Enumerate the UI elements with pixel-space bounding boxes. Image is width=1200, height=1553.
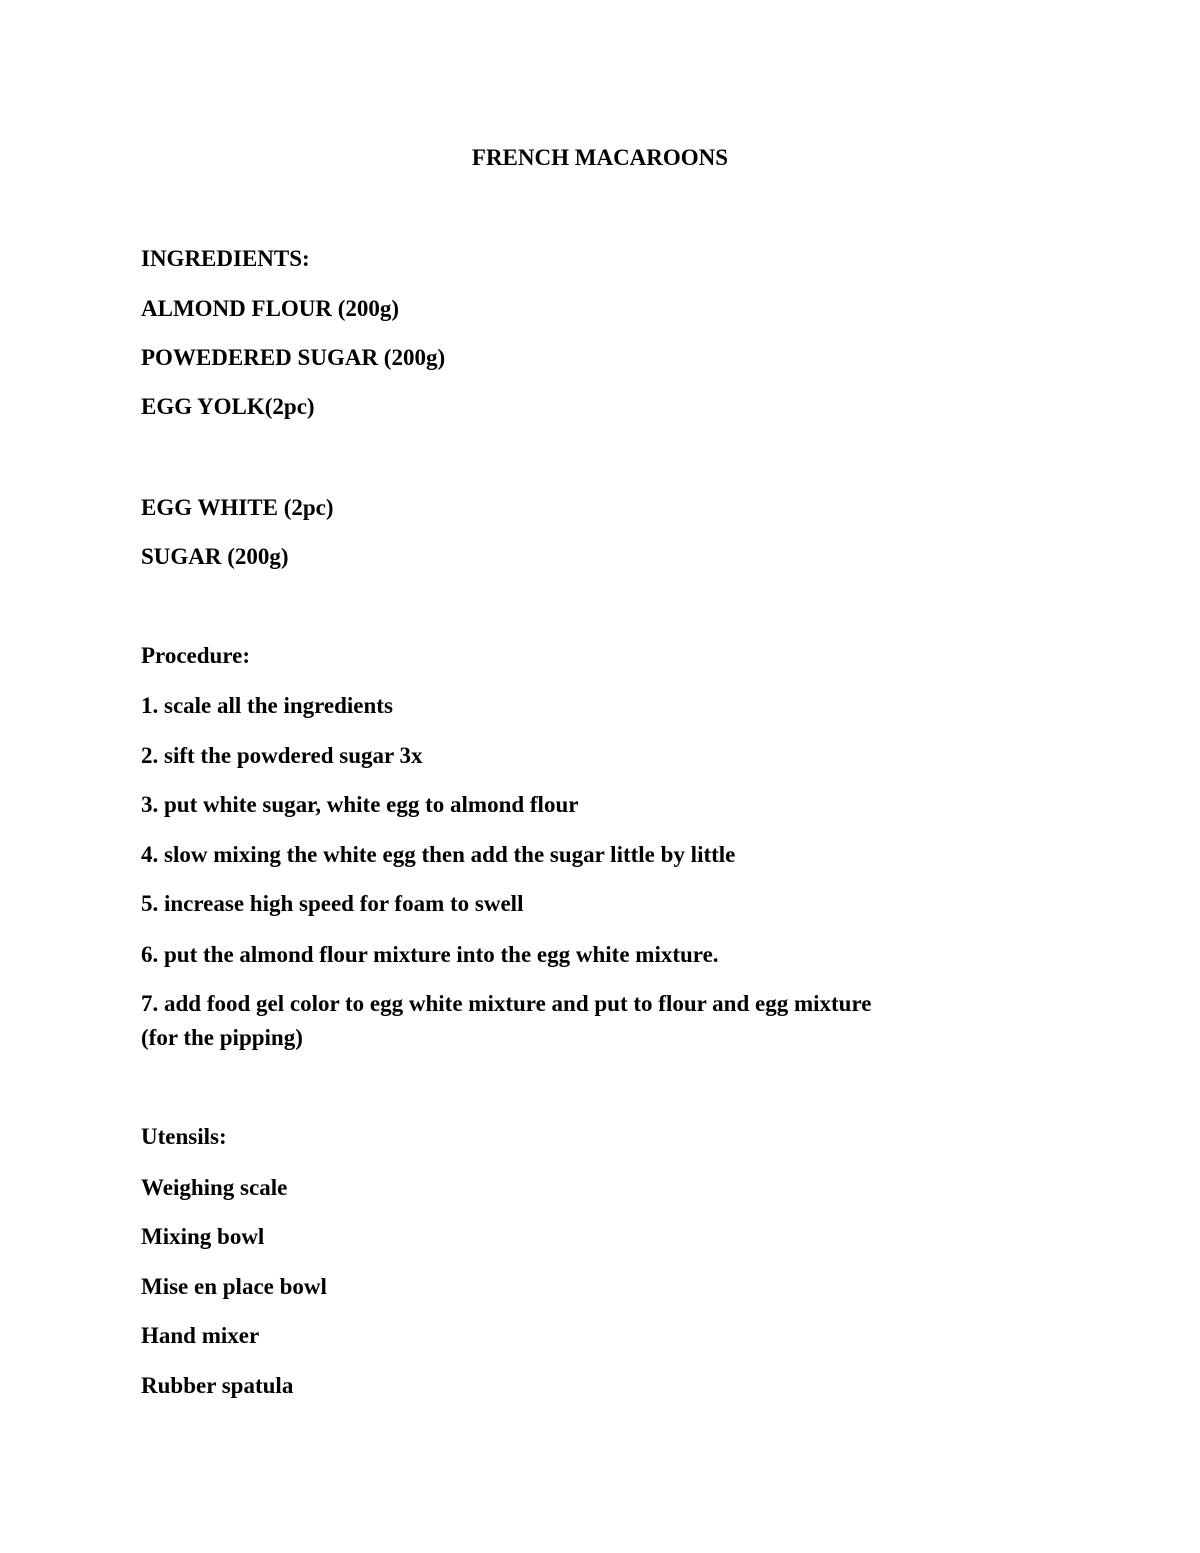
utensil-item: Mixing bowl [141,1224,265,1249]
procedure-heading: Procedure: [141,643,251,668]
ingredient-item: ALMOND FLOUR (200g) [141,296,400,321]
procedure-step: 5. increase high speed for foam to swell [141,891,524,916]
procedure-step: 1. scale all the ingredients [141,693,393,718]
utensils-heading: Utensils: [141,1124,227,1149]
utensil-item: Rubber spatula [141,1373,294,1398]
utensil-item: Weighing scale [141,1175,288,1200]
procedure-step: 2. sift the powdered sugar 3x [141,743,423,768]
ingredient-item: POWEDERED SUGAR (200g) [141,345,446,370]
document-title: FRENCH MACAROONS [471,145,729,170]
utensil-item: Hand mixer [141,1323,260,1348]
procedure-step: 7. add food gel color to egg white mixture and put to flour and egg mixture [141,991,872,1016]
ingredient-item: SUGAR (200g) [141,544,289,569]
ingredient-item: EGG WHITE (2pc) [141,495,334,520]
procedure-step: 6. put the almond flour mixture into the egg white mixture. [141,942,719,967]
utensil-item: Mise en place bowl [141,1274,327,1299]
procedure-step: 4. slow mixing the white egg then add the sugar little by little [141,842,736,867]
ingredients-heading: INGREDIENTS: [141,246,310,271]
procedure-step-continuation: (for the pipping) [141,1025,303,1050]
procedure-step: 3. put white sugar, white egg to almond flour [141,792,579,817]
ingredient-item: EGG YOLK(2pc) [141,394,315,419]
